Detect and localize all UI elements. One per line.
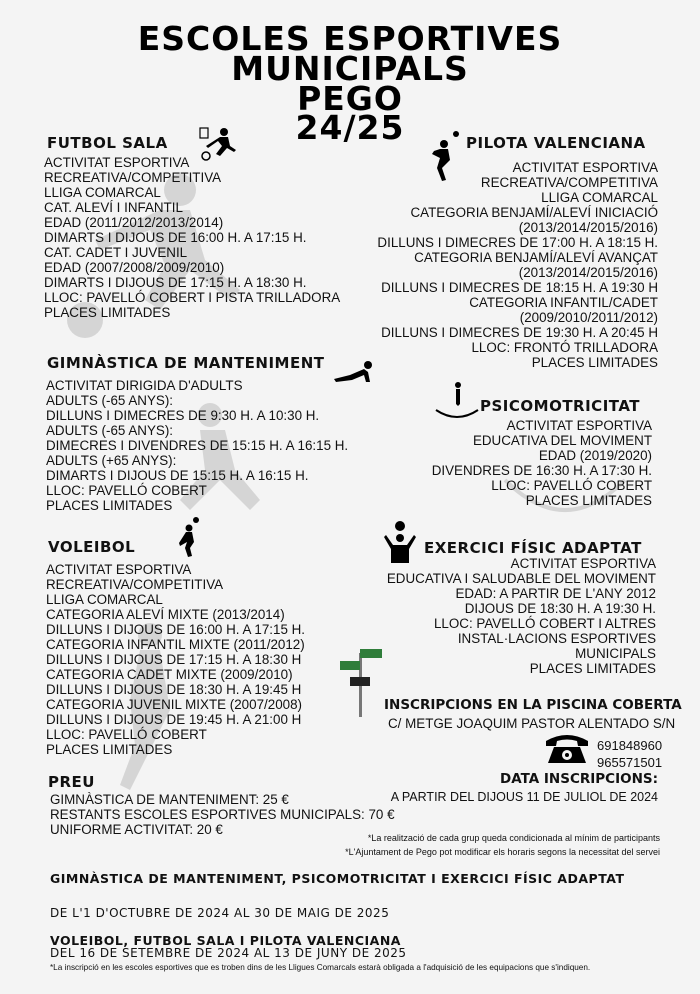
psico-title: PSICOMOTRICITAT — [480, 397, 641, 415]
volleyball-player-icon — [176, 516, 202, 558]
gimnastica-title: GIMNÀSTICA DE MANTENIMENT — [47, 354, 325, 372]
voleibol-line: DILLUNS I DIJOUS DE 18:30 H. A 19:45 H — [46, 682, 302, 697]
psico-line: PLACES LIMITADES — [525, 493, 652, 508]
voleibol-line: PLACES LIMITADES — [46, 742, 173, 757]
pilota-line: DILLUNS I DIMECRES DE 19:30 H. A 20:45 H — [381, 325, 658, 340]
phone-number-2: 965571501 — [597, 755, 663, 770]
inscripcions-title: INSCRIPCIONS EN LA PISCINA COBERTA — [384, 697, 682, 713]
footer-group2-title: VOLEIBOL, FUTBOL SALA I PILOTA VALENCIANA — [50, 933, 401, 948]
preu-line: GIMNÀSTICA DE MANTENIMENT: 25 € — [50, 792, 289, 807]
futbol-line: CAT. CADET I JUVENIL — [44, 245, 188, 260]
preu-details — [50, 792, 395, 837]
gimnastica-line: ADULTS (+65 ANYS): — [46, 453, 177, 468]
voleibol-details — [46, 562, 305, 757]
gymnast-icon — [434, 380, 480, 420]
page-title-season: 24/25 — [295, 108, 405, 147]
voleibol-line: CATEGORIA ALEVÍ MIXTE (2013/2014) — [46, 607, 285, 622]
page-title-line3: PEGO — [297, 79, 403, 118]
pilota-line: DILLUNS I DIMECRES DE 18:15 H. A 19:30 H — [381, 280, 658, 295]
psico-line: ACTIVITAT ESPORTIVA — [506, 418, 652, 433]
gimnastica-line: ADULTS (-65 ANYS): — [46, 393, 173, 408]
psico-line: LLOC: PAVELLÓ COBERT — [491, 478, 652, 493]
adaptat-line: EDAD: A PARTIR DE L'ANY 2012 — [455, 586, 656, 601]
data-inscripcions-text: A PARTIR DEL DIJOUS 11 DE JULIOL DE 2024 — [390, 790, 658, 804]
futbol-line: PLACES LIMITADES — [44, 305, 171, 320]
gimnastica-line: DILLUNS I DIMECRES DE 9:30 H. A 10:30 H. — [46, 408, 320, 423]
adaptat-line: ACTIVITAT ESPORTIVA — [510, 556, 656, 571]
pilota-line: PLACES LIMITADES — [531, 355, 658, 370]
voleibol-line: CATEGORIA CADET MIXTE (2009/2010) — [46, 667, 293, 682]
futbol-line: EDAD (2011/2012/2013/2014) — [44, 215, 224, 230]
adaptat-title: EXERCICI FÍSIC ADAPTAT — [424, 539, 642, 557]
futbol-line: LLIGA COMARCAL — [44, 185, 161, 200]
adaptat-details — [387, 556, 656, 676]
pilota-title: PILOTA VALENCIANA — [466, 134, 646, 152]
pilota-details — [377, 160, 658, 370]
gimnastica-line: ACTIVITAT DIRIGIDA D'ADULTS — [46, 378, 243, 393]
psico-line: DIVENDRES DE 16:30 H. A 17:30 H. — [431, 463, 652, 478]
voleibol-line: LLIGA COMARCAL — [46, 592, 163, 607]
footer-group1-dates: DE L'1 D'OCTUBRE DE 2024 AL 30 DE MAIG DE 2025 — [50, 906, 390, 920]
pilota-line: CATEGORIA BENJAMÍ/ALEVÍ AVANÇAT — [414, 250, 658, 265]
voleibol-line: DILLUNS I DIJOUS DE 16:00 H. A 17:15 H. — [46, 622, 305, 637]
gimnastica-line: ADULTS (-65 ANYS): — [46, 423, 173, 438]
voleibol-line: DILLUNS I DIJOUS DE 17:15 H. A 18:30 H — [46, 652, 302, 667]
adaptat-line: PLACES LIMITADES — [529, 661, 656, 676]
pilota-line: (2013/2014/2015/2016) — [518, 265, 658, 280]
preu-line: UNIFORME ACTIVITAT: 20 € — [50, 822, 223, 837]
telephone-icon — [544, 733, 590, 765]
phone-number-1: 691848960 — [597, 738, 663, 753]
adaptat-line: DIJOUS DE 18:30 H. A 19:30 H. — [464, 601, 656, 616]
pilota-line: LLIGA COMARCAL — [541, 190, 658, 205]
street-sign-icon — [338, 645, 384, 717]
psico-line: EDAD (2019/2020) — [538, 448, 652, 463]
voleibol-line: DILLUNS I DIJOUS DE 19:45 H. A 21:00 H — [46, 712, 302, 727]
page-title-line2: MUNICIPALS — [231, 49, 469, 88]
futbol-line: RECREATIVA/COMPETITIVA — [44, 170, 222, 185]
footer-note: *La inscripció en les escoles esportives que es troben dins de les Lligues Comarcals estarà obligada a l'adquisició de les equipacions que s'indiquen. — [50, 963, 591, 972]
gimnastica-details — [46, 378, 348, 513]
footer-group1-title: GIMNÀSTICA DE MANTENIMENT, PSICOMOTRICITAT I EXERCICI FÍSIC ADAPTAT — [50, 871, 625, 886]
pilota-line: CATEGORIA INFANTIL/CADET — [469, 295, 658, 310]
futbol-line: DIMARTS I DIJOUS DE 17:15 H. A 18:30 H. — [44, 275, 307, 290]
footer-group2-dates: DEL 16 DE SETEMBRE DE 2024 AL 13 DE JUNY DE 2025 — [50, 946, 407, 960]
voleibol-line: CATEGORIA INFANTIL MIXTE (2011/2012) — [46, 637, 305, 652]
note-1: *La realització de cada grup queda condicionada al mínim de participants — [367, 833, 660, 843]
voleibol-line: RECREATIVA/COMPETITIVA — [46, 577, 224, 592]
pilota-line: CATEGORIA BENJAMÍ/ALEVÍ INICIACIÓ — [410, 205, 658, 220]
futbol-title: FUTBOL SALA — [47, 134, 168, 152]
voleibol-title: VOLEIBOL — [48, 538, 136, 556]
futbol-line: LLOC: PAVELLÓ COBERT I PISTA TRILLADORA — [44, 290, 341, 305]
pilota-line: DILLUNS I DIMECRES DE 17:00 H. A 18:15 H. — [377, 235, 658, 250]
futbol-line: EDAD (2007/2008/2009/2010) — [44, 260, 225, 275]
pilota-line: (2013/2014/2015/2016) — [518, 220, 658, 235]
data-inscripcions-title: DATA INSCRIPCIONS: — [499, 771, 658, 787]
futbol-details — [44, 155, 340, 320]
preu-title: PREU — [48, 773, 95, 791]
preu-line: RESTANTS ESCOLES ESPORTIVES MUNICIPALS: 70 € — [50, 807, 395, 822]
psico-line: EDUCATIVA DEL MOVIMENT — [472, 433, 652, 448]
pilota-line: ACTIVITAT ESPORTIVA — [512, 160, 658, 175]
adaptat-line: INSTAL·LACIONS ESPORTIVES — [457, 631, 656, 646]
gimnastica-line: DIMECRES I DIVENDRES DE 15:15 H. A 16:15 H. — [46, 438, 349, 453]
pilota-line: (2009/2010/2011/2012) — [519, 310, 658, 325]
page-title-line1: ESCOLES ESPORTIVES — [137, 19, 563, 58]
voleibol-line: CATEGORIA JUVENIL MIXTE (2007/2008) — [46, 697, 302, 712]
gimnastica-line: LLOC: PAVELLÓ COBERT — [46, 483, 207, 498]
inscripcions-address: C/ METGE JOAQUIM PASTOR ALENTADO S/N — [388, 716, 676, 731]
pilota-line: RECREATIVA/COMPETITIVA — [480, 175, 658, 190]
adaptat-line: MUNICIPALS — [575, 646, 656, 661]
futbol-line: DIMARTS I DIJOUS DE 16:00 H. A 17:15 H. — [44, 230, 307, 245]
note-2: *L'Ajuntament de Pego pot modificar els horaris segons la necessitat del servei — [345, 847, 660, 857]
adaptat-line: LLOC: PAVELLÓ COBERT I ALTRES — [433, 616, 656, 631]
futbol-line: CAT. ALEVÍ I INFANTIL — [44, 200, 183, 215]
psico-details — [432, 418, 652, 508]
gimnastica-line: PLACES LIMITADES — [46, 498, 173, 513]
voleibol-line: ACTIVITAT ESPORTIVA — [46, 562, 192, 577]
pilota-line: LLOC: FRONTÓ TRILLADORA — [471, 340, 658, 355]
adaptat-line: EDUCATIVA I SALUDABLE DEL MOVIMENT — [386, 571, 656, 586]
voleibol-line: LLOC: PAVELLÓ COBERT — [46, 727, 207, 742]
gimnastica-line: DIMARTS I DIJOUS DE 15:15 H. A 16:15 H. — [46, 468, 309, 483]
futbol-line: ACTIVITAT ESPORTIVA — [44, 155, 190, 170]
